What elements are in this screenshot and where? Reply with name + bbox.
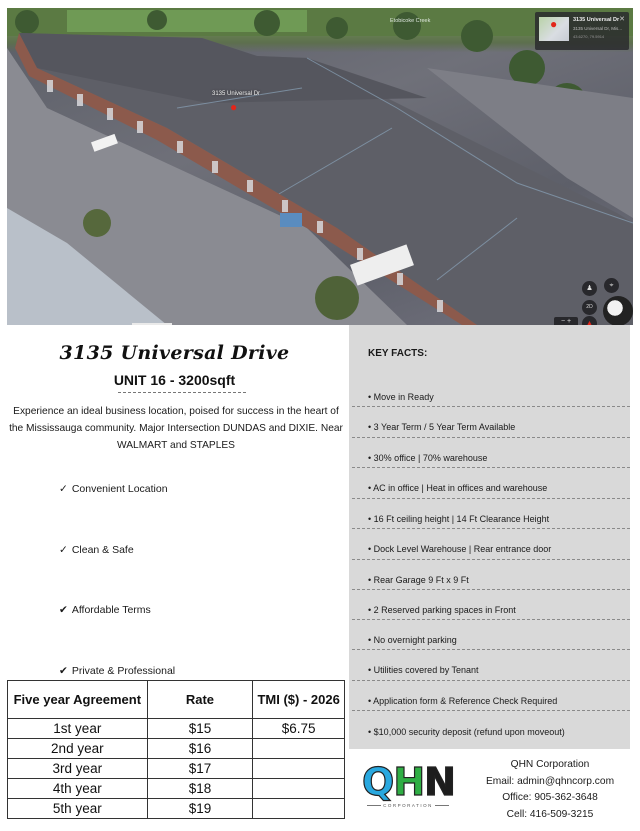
rate-cell: $19 [147, 799, 253, 819]
globe-icon[interactable] [603, 296, 633, 325]
key-facts-title: KEY FACTS: [368, 348, 428, 359]
logo-letters: QHN [362, 760, 455, 804]
check-icon: ✓ [59, 483, 68, 495]
map-card-title: 3135 Universal Dr [573, 17, 620, 23]
logo-subtitle: CORPORATION [362, 803, 454, 808]
feature-label: Private & Professional [71, 665, 176, 677]
table-header-row [8, 681, 345, 719]
fact-item: • Utilities covered by Tenant [368, 665, 479, 675]
column-header-agreement: Five year Agreement [8, 681, 148, 719]
table-row [8, 719, 345, 739]
bullet-icon: • [368, 483, 372, 493]
bullet-icon: • [368, 453, 372, 463]
year-cell: 4th year [8, 779, 148, 799]
fact-item: • 2 Reserved parking spaces in Front [368, 605, 516, 615]
fact-item: • Move in Ready [368, 392, 434, 402]
rate-cell: $18 [147, 779, 253, 799]
fact-divider [352, 559, 630, 560]
table-row [8, 739, 345, 759]
year-cell: 5th year [8, 799, 148, 819]
table-row [8, 799, 345, 819]
fact-item: • 30% office | 70% warehouse [368, 453, 488, 463]
tmi-cell [253, 799, 345, 819]
map-pin-icon[interactable]: ● [230, 100, 238, 114]
rate-table [7, 680, 345, 819]
map-pin-icon: ● [550, 17, 558, 31]
aerial-building-illustration [7, 8, 633, 325]
feature-label: Convenient Location [71, 483, 168, 495]
toggle-2d-button[interactable]: 2D [582, 300, 597, 315]
fact-item: • 3 Year Term / 5 Year Term Available [368, 422, 516, 432]
heading-divider [118, 392, 246, 393]
intro-paragraph: Experience an ideal business location, poised for success in the heart of the Mississauga community. Major Intersection DUNDAS and DIXIE. Near WALMART and STAPLES [9, 406, 343, 451]
rate-cell: $16 [147, 739, 253, 759]
fact-item: • Rear Garage 9 Ft x 9 Ft [368, 575, 469, 585]
feature-label: Affordable Terms [71, 604, 151, 616]
fact-item: • Application form & Reference Check Required [368, 696, 558, 706]
property-title: 3135 Universal Drive [59, 342, 290, 364]
column-header-rate: Rate [147, 681, 253, 719]
tmi-cell [253, 759, 345, 779]
bullet-icon: • [368, 422, 372, 432]
bullet-icon: • [368, 635, 372, 645]
year-cell: 3rd year [8, 759, 148, 779]
feature-label: Clean & Safe [71, 544, 134, 556]
company-name: QHN Corporation [510, 759, 590, 770]
fact-item: • Dock Level Warehouse | Rear entrance door [368, 544, 552, 554]
zoom-controls[interactable]: − + [554, 317, 578, 325]
bullet-icon: • [368, 727, 372, 737]
fact-divider [352, 406, 630, 407]
fact-item: • No overnight parking [368, 635, 457, 645]
feature-item [59, 544, 134, 556]
bullet-icon: • [368, 665, 372, 675]
check-icon: ✔ [59, 665, 68, 677]
qhn-logo [362, 760, 454, 818]
rate-cell: $15 [147, 719, 253, 739]
feature-item [59, 604, 151, 616]
close-icon[interactable]: ✕ [619, 16, 625, 23]
column-header-tmi: TMI ($) - 2026 [253, 681, 345, 719]
year-cell: 1st year [8, 719, 148, 739]
fact-divider [352, 589, 630, 590]
bullet-icon: • [368, 605, 372, 615]
aerial-photo [7, 8, 633, 325]
fact-divider [352, 680, 630, 681]
map-thumbnail[interactable] [539, 17, 569, 41]
contact-email[interactable]: Email: admin@qhncorp.com [485, 775, 615, 787]
compass-icon[interactable]: ⌖ [604, 278, 619, 293]
creek-map-label: Etobicoke Creek [390, 18, 431, 24]
fact-divider [352, 498, 630, 499]
fact-item: • 16 Ft ceiling height | 14 Ft Clearance Height [368, 514, 550, 524]
building-map-label: 3135 Universal Dr [212, 91, 261, 97]
fact-divider [352, 437, 630, 438]
fact-item: • AC in office | Heat in offices and warehouse [368, 483, 548, 493]
bullet-icon: • [368, 544, 372, 554]
key-facts-panel [349, 325, 630, 749]
fact-divider [352, 649, 630, 650]
feature-item [59, 483, 168, 495]
check-icon: ✔ [59, 604, 68, 616]
table-row [8, 779, 345, 799]
pegman-icon[interactable]: ♟ [582, 281, 597, 296]
map-card-address: 3135 Universal Dr, Mis... [573, 26, 623, 31]
contact-office-phone[interactable]: Office: 905-362-3648 [502, 792, 598, 803]
fact-divider [352, 528, 630, 529]
tmi-cell [253, 779, 345, 799]
feature-item [59, 665, 175, 677]
fact-divider [352, 467, 630, 468]
contact-cell-phone[interactable]: Cell: 416-509-3215 [506, 808, 594, 820]
check-icon: ✓ [59, 544, 68, 556]
bullet-icon: • [368, 696, 372, 706]
bullet-icon: • [368, 514, 372, 524]
bullet-icon: • [368, 575, 372, 585]
map-info-card[interactable] [535, 12, 629, 50]
tmi-cell: $6.75 [253, 719, 345, 739]
bullet-icon: • [368, 392, 372, 402]
fact-divider [352, 710, 630, 711]
tmi-cell [253, 739, 345, 759]
unit-heading: UNIT 16 - 3200sqft [113, 372, 236, 388]
rate-cell: $17 [147, 759, 253, 779]
table-row [8, 759, 345, 779]
fact-item: • $10,000 security deposit (refund upon moveout) [368, 727, 565, 737]
map-card-coordinates: 43.6270, 79.5914 [573, 34, 605, 39]
contact-block [460, 757, 640, 823]
fact-divider [352, 619, 630, 620]
tilt-icon[interactable]: ▲ [582, 316, 597, 325]
year-cell: 2nd year [8, 739, 148, 759]
